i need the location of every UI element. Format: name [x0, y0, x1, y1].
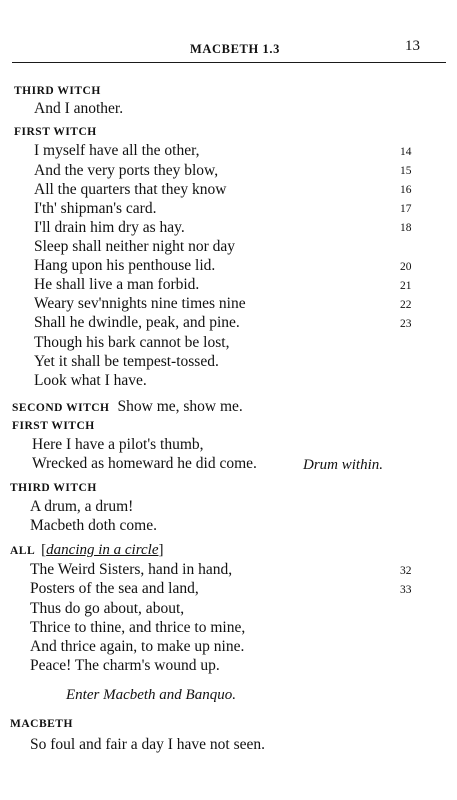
- verse-line: He shall live a man forbid.: [34, 276, 200, 293]
- speaker-first-witch: FIRST WITCH: [12, 420, 95, 432]
- line-number: 21: [400, 280, 412, 292]
- direction-text: dancing in a circle: [46, 542, 159, 558]
- verse-line: Hang upon his penthouse lid.: [34, 257, 216, 274]
- verse-line: Look what I have.: [34, 372, 147, 389]
- verse-line: So foul and fair a day I have not seen.: [30, 736, 266, 753]
- line-number: 33: [400, 584, 412, 596]
- verse-line: Though his bark cannot be lost,: [34, 334, 230, 351]
- verse-line: I myself have all the other,: [34, 142, 200, 159]
- stage-direction-entrance: Enter Macbeth and Banquo.: [66, 687, 236, 703]
- speaker-second-witch: [12, 398, 243, 416]
- stage-direction: [dancing in a circle]: [41, 542, 164, 558]
- running-head: MACBETH 1.3: [190, 42, 280, 56]
- verse-line: Here I have a pilot's thumb,: [32, 436, 204, 453]
- verse-line: Peace! The charm's wound up.: [30, 657, 220, 674]
- line-number: 16: [400, 184, 412, 196]
- verse-line: All the quarters that they know: [34, 181, 227, 198]
- verse-line: Posters of the sea and land,: [30, 580, 199, 597]
- speaker-third-witch: THIRD WITCH: [10, 482, 97, 494]
- speaker-name: ALL: [10, 545, 36, 557]
- verse-line: And thrice again, to make up nine.: [30, 638, 245, 655]
- verse-line: And the very ports they blow,: [34, 162, 219, 179]
- verse-line: A drum, a drum!: [30, 498, 134, 515]
- page-number: 13: [405, 38, 420, 54]
- line-number: 17: [400, 203, 412, 215]
- line-number: 14: [400, 146, 412, 158]
- verse-line: I'll drain him dry as hay.: [34, 219, 185, 236]
- stage-direction: Drum within.: [303, 457, 384, 473]
- verse-line: Thus do go about, about,: [30, 600, 185, 617]
- page-header: [0, 38, 457, 64]
- verse-line: The Weird Sisters, hand in hand,: [30, 561, 233, 578]
- line-number: 23: [400, 318, 412, 330]
- speaker-third-witch: THIRD WITCH: [14, 85, 101, 97]
- line-number: 32: [400, 565, 412, 577]
- speaker-macbeth: MACBETH: [10, 718, 73, 730]
- line-number: 22: [400, 299, 412, 311]
- verse-line: Wrecked as homeward he did come.: [32, 455, 257, 472]
- header-rule: [12, 62, 446, 63]
- speaker-all: [10, 542, 164, 559]
- line-number: 20: [400, 261, 412, 273]
- verse-line: Sleep shall neither night nor day: [34, 238, 236, 255]
- speaker-first-witch: FIRST WITCH: [14, 126, 97, 138]
- verse-line: Weary sev'nnights nine times nine: [34, 295, 246, 312]
- verse-line: Show me, show me.: [117, 398, 243, 415]
- verse-line: I'th' shipman's card.: [34, 200, 157, 217]
- verse-line: Shall he dwindle, peak, and pine.: [34, 314, 240, 331]
- verse-line: Thrice to thine, and thrice to mine,: [30, 619, 246, 636]
- line-number: 15: [400, 165, 412, 177]
- verse-line: Macbeth doth come.: [30, 517, 157, 534]
- verse-line: Yet it shall be tempest-tossed.: [34, 353, 219, 370]
- verse-line: And I another.: [34, 100, 124, 117]
- speaker-name: SECOND WITCH: [12, 402, 110, 414]
- line-number: 18: [400, 222, 412, 234]
